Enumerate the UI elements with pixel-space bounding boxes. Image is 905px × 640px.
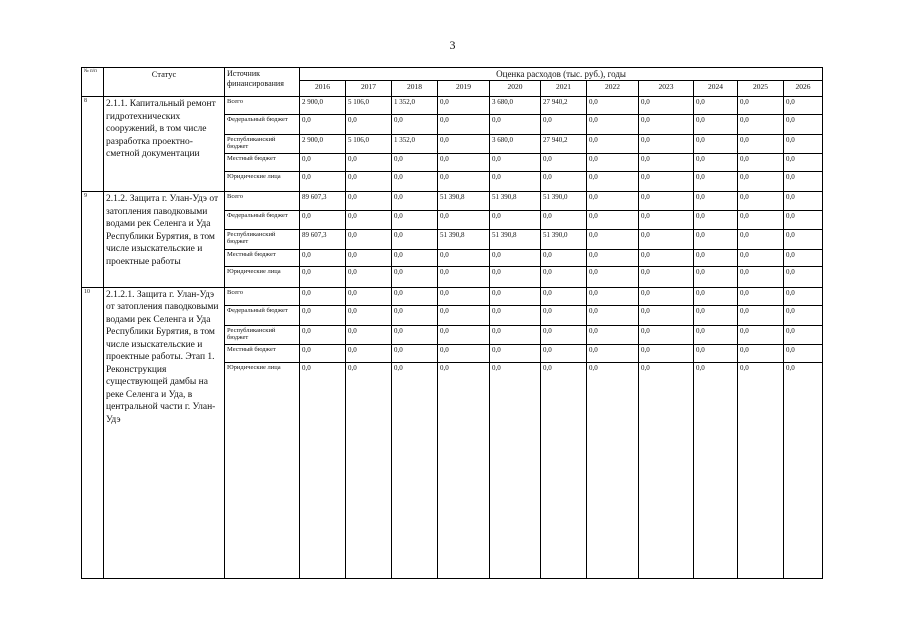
expense-value: 0,0 [438,362,490,578]
expense-value: 0,0 [392,267,438,288]
expense-value: 0,0 [784,210,823,229]
expense-value: 2 900,0 [300,134,346,153]
expense-value: 3 680,0 [490,134,541,153]
expense-value: 0,0 [639,287,694,305]
expense-value: 0,0 [300,115,346,134]
expense-value: 0,0 [738,230,784,249]
expense-value: 0,0 [346,249,392,266]
expense-value: 0,0 [541,362,587,578]
expense-value: 0,0 [784,230,823,249]
expense-value: 0,0 [300,306,346,325]
expense-value: 0,0 [694,134,738,153]
expense-value: 0,0 [784,115,823,134]
row-number: 8 [82,97,104,192]
expense-value: 0,0 [587,115,639,134]
expense-value: 0,0 [490,210,541,229]
expense-value: 0,0 [300,345,346,362]
expense-value: 0,0 [541,345,587,362]
expense-value: 0,0 [392,306,438,325]
expense-value: 1 352,0 [392,97,438,115]
funding-source: Федеральный бюджет [225,210,300,229]
table-row [82,97,823,115]
expense-value: 0,0 [438,345,490,362]
expense-value: 0,0 [346,154,392,171]
expense-value: 0,0 [639,362,694,578]
expense-value: 0,0 [392,171,438,192]
expense-value: 0,0 [300,325,346,344]
expense-value: 0,0 [541,249,587,266]
expense-value: 0,0 [346,192,392,210]
expense-value: 0,0 [784,287,823,305]
expense-value: 0,0 [490,287,541,305]
expense-value: 0,0 [490,345,541,362]
funding-source: Республиканский бюджет [225,134,300,153]
header-year: 2018 [392,81,438,97]
row-number: 9 [82,192,104,287]
expense-value: 0,0 [392,154,438,171]
expense-value: 0,0 [784,249,823,266]
expense-value: 0,0 [639,306,694,325]
expense-value: 0,0 [639,134,694,153]
expense-value: 5 106,0 [346,97,392,115]
expense-value: 0,0 [784,134,823,153]
header-status: Статус [104,68,225,97]
header-year: 2021 [541,81,587,97]
expense-value: 0,0 [694,97,738,115]
expense-value: 0,0 [541,154,587,171]
expense-value: 0,0 [639,210,694,229]
expense-value: 0,0 [694,115,738,134]
funding-source: Федеральный бюджет [225,115,300,134]
expense-value: 0,0 [639,97,694,115]
expense-value: 0,0 [346,115,392,134]
expense-value: 89 607,3 [300,230,346,249]
row-number: 10 [82,287,104,578]
expense-value: 0,0 [438,306,490,325]
expense-value: 0,0 [392,325,438,344]
expense-value: 0,0 [541,115,587,134]
expense-value: 51 390,8 [490,192,541,210]
expense-value: 0,0 [587,97,639,115]
expense-value: 0,0 [639,345,694,362]
page-number: 3 [449,38,456,52]
expense-value: 0,0 [694,325,738,344]
header-year: 2017 [346,81,392,97]
table-row [82,287,823,305]
expense-value: 0,0 [784,345,823,362]
expense-value: 0,0 [300,210,346,229]
expense-value: 0,0 [694,154,738,171]
expense-value: 0,0 [438,171,490,192]
expense-value: 0,0 [738,362,784,578]
expense-value: 0,0 [346,325,392,344]
expense-value: 0,0 [738,154,784,171]
expense-value: 0,0 [438,287,490,305]
expense-value: 0,0 [784,192,823,210]
expense-value: 0,0 [694,230,738,249]
funding-source: Местный бюджет [225,154,300,171]
expense-value: 0,0 [738,249,784,266]
expense-value: 0,0 [490,249,541,266]
expense-value: 0,0 [694,362,738,578]
expense-value: 0,0 [300,154,346,171]
header-expense-estimate: Оценка расходов (тыс. руб.), годы [300,68,823,81]
funding-source: Всего [225,287,300,305]
expense-value: 0,0 [694,287,738,305]
expense-value: 2 900,0 [300,97,346,115]
expense-value: 0,0 [639,192,694,210]
funding-source: Республиканский бюджет [225,325,300,344]
expense-value: 0,0 [346,306,392,325]
table-body [82,97,823,579]
row-status: 2.1.2.1. Защита г. Улан-Удэ от затопления паводковыми водами рек Селенга и Уда Республики Бурятия, в том числе изыскательские и проектные работы. Этап 1. Реконструкция существующей дамбы на реке Селенга и Уда, в центральной части г. Улан-Удэ [104,287,225,578]
expense-value: 0,0 [438,154,490,171]
expense-value: 0,0 [784,306,823,325]
expense-value: 0,0 [490,362,541,578]
expense-value: 0,0 [438,249,490,266]
funding-source: Юридические лица [225,267,300,288]
expense-value: 0,0 [392,115,438,134]
expense-value: 0,0 [639,267,694,288]
expense-value: 0,0 [438,97,490,115]
funding-source: Всего [225,192,300,210]
header-year: 2023 [639,81,694,97]
expense-value: 0,0 [694,267,738,288]
expense-value: 0,0 [587,154,639,171]
funding-source: Республиканский бюджет [225,230,300,249]
header-year: 2020 [490,81,541,97]
expense-value: 0,0 [694,210,738,229]
expense-value: 0,0 [738,134,784,153]
expense-value: 0,0 [784,362,823,578]
expense-value: 0,0 [639,115,694,134]
expense-value: 0,0 [392,192,438,210]
expense-value: 51 390,0 [541,230,587,249]
expense-value: 0,0 [438,115,490,134]
expense-value: 0,0 [541,325,587,344]
header-year: 2024 [694,81,738,97]
expense-value: 0,0 [392,345,438,362]
header-year: 2019 [438,81,490,97]
expense-value: 0,0 [300,287,346,305]
expense-value: 0,0 [300,267,346,288]
expense-value: 0,0 [587,171,639,192]
expense-value: 0,0 [738,171,784,192]
expense-value: 0,0 [541,171,587,192]
funding-source: Федеральный бюджет [225,306,300,325]
expense-value: 27 940,2 [541,134,587,153]
expense-value: 0,0 [346,345,392,362]
expense-value: 0,0 [694,345,738,362]
expense-value: 51 390,0 [541,192,587,210]
expense-value: 0,0 [738,306,784,325]
expense-value: 0,0 [639,249,694,266]
expense-value: 0,0 [490,154,541,171]
expense-value: 0,0 [784,97,823,115]
expense-value: 0,0 [490,171,541,192]
expense-value: 0,0 [392,210,438,229]
expense-value: 51 390,8 [490,230,541,249]
expense-value: 0,0 [438,267,490,288]
expense-value: 0,0 [587,306,639,325]
expense-value: 0,0 [587,287,639,305]
expense-value: 5 106,0 [346,134,392,153]
expense-value: 89 607,3 [300,192,346,210]
expense-value: 0,0 [346,171,392,192]
expense-value: 0,0 [300,249,346,266]
row-status: 2.1.1. Капитальный ремонт гидротехнических сооружений, в том числе разработка проектно-сметной документации [104,97,225,192]
expense-value: 27 940,2 [541,97,587,115]
expense-value: 0,0 [738,97,784,115]
expense-value: 0,0 [738,345,784,362]
funding-source: Всего [225,97,300,115]
budget-table [81,67,823,579]
expense-value: 0,0 [639,325,694,344]
expense-value: 0,0 [587,267,639,288]
expense-value: 0,0 [784,325,823,344]
header-year: 2016 [300,81,346,97]
expense-value: 0,0 [587,192,639,210]
expense-value: 0,0 [587,345,639,362]
header-source: Источник финансирования [225,68,300,97]
expense-value: 0,0 [438,325,490,344]
expense-value: 0,0 [541,210,587,229]
expense-value: 0,0 [392,287,438,305]
expense-value: 3 680,0 [490,97,541,115]
expense-value: 0,0 [587,249,639,266]
expense-value: 0,0 [694,306,738,325]
expense-value: 0,0 [346,230,392,249]
expense-value: 0,0 [784,171,823,192]
expense-value: 0,0 [639,230,694,249]
expense-value: 0,0 [694,171,738,192]
expense-value: 0,0 [541,306,587,325]
expense-value: 0,0 [346,210,392,229]
row-status: 2.1.2. Защита г. Улан-Удэ от затопления паводковыми водами рек Селенга и Уда Республики Бурятия, в том числе изыскательские и проектные работы [104,192,225,287]
expense-value: 0,0 [738,210,784,229]
table-row [82,192,823,210]
expense-value: 0,0 [300,362,346,578]
header-year: 2022 [587,81,639,97]
header-year: 2025 [738,81,784,97]
expense-value: 0,0 [587,362,639,578]
expense-value: 0,0 [694,249,738,266]
expense-value: 0,0 [392,230,438,249]
expense-value: 0,0 [784,267,823,288]
expense-value: 0,0 [541,267,587,288]
expense-value: 0,0 [639,171,694,192]
expense-value: 0,0 [490,267,541,288]
expense-value: 0,0 [738,325,784,344]
expense-value: 0,0 [694,192,738,210]
expense-value: 51 390,8 [438,230,490,249]
expense-value: 0,0 [738,267,784,288]
expense-value: 51 390,8 [438,192,490,210]
header-year: 2026 [784,81,823,97]
expense-value: 0,0 [738,192,784,210]
expense-value: 1 352,0 [392,134,438,153]
header-num: № п/п [82,68,104,97]
expense-value: 0,0 [346,267,392,288]
expense-value: 0,0 [784,154,823,171]
expense-value: 0,0 [438,210,490,229]
funding-source: Юридические лица [225,171,300,192]
expense-value: 0,0 [438,134,490,153]
expense-value: 0,0 [490,306,541,325]
expense-value: 0,0 [587,134,639,153]
expense-value: 0,0 [346,287,392,305]
funding-source: Юридические лица [225,362,300,578]
expense-value: 0,0 [587,210,639,229]
funding-source: Местный бюджет [225,345,300,362]
expense-value: 0,0 [300,171,346,192]
expense-value: 0,0 [587,325,639,344]
expense-value: 0,0 [587,230,639,249]
expense-value: 0,0 [639,154,694,171]
expense-value: 0,0 [392,249,438,266]
expense-value: 0,0 [738,115,784,134]
expense-value: 0,0 [392,362,438,578]
expense-value: 0,0 [541,287,587,305]
expense-value: 0,0 [738,287,784,305]
expense-value: 0,0 [346,362,392,578]
funding-source: Местный бюджет [225,249,300,266]
expense-value: 0,0 [490,115,541,134]
expense-value: 0,0 [490,325,541,344]
